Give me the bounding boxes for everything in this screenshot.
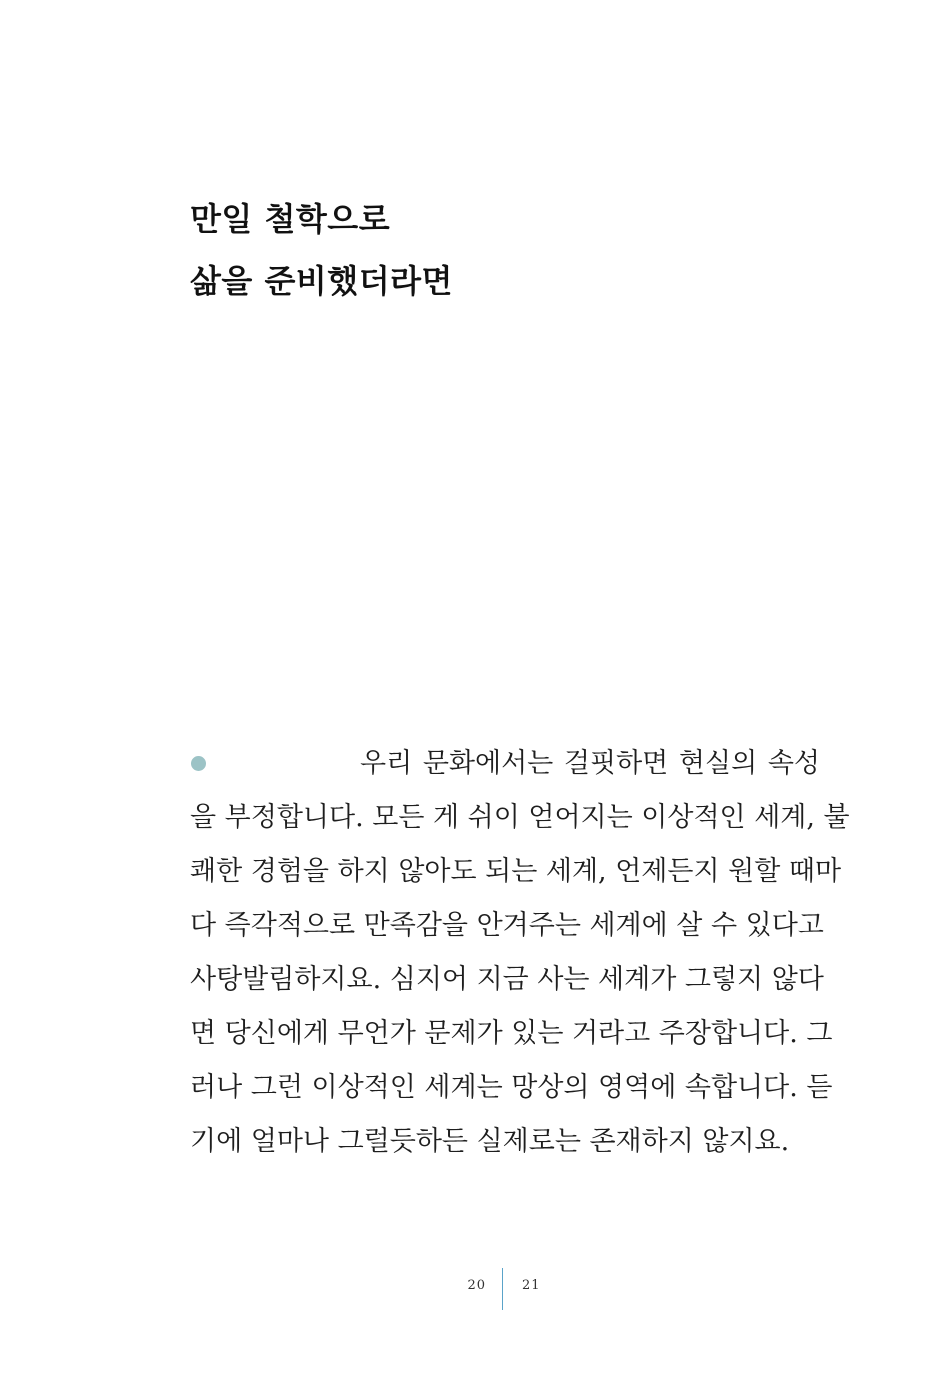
body-line-2: 을 부정합니다. 모든 게 쉬이 얻어지는 이상적인 세계, 불 — [190, 802, 850, 833]
right-page-number: 21 — [522, 1278, 541, 1293]
body-line-6: 면 당신에게 무언가 문제가 있는 거라고 주장합니다. 그 — [190, 1018, 833, 1049]
body-line-5: 사탕발림하지요. 심지어 지금 사는 세계가 그렇지 않다 — [190, 964, 824, 995]
left-page-number: 20 — [467, 1278, 486, 1293]
body-line-3: 쾌한 경험을 하지 않아도 되는 세계, 언제든지 원할 때마 — [190, 856, 842, 887]
body-line-4: 다 즉각적으로 만족감을 안겨주는 세계에 살 수 있다고 — [190, 910, 824, 941]
folio-divider — [502, 1268, 503, 1310]
chapter-title-line-2: 삶을 준비했더라면 — [190, 262, 453, 300]
chapter-title — [190, 188, 453, 312]
body-paragraph — [190, 737, 850, 1169]
chapter-title-line-1: 만일 철학으로 — [190, 200, 391, 238]
body-line-8: 기에 얼마나 그럴듯하든 실제로는 존재하지 않지요. — [190, 1126, 790, 1157]
page-folio — [0, 1268, 944, 1312]
body-line-1: 우리 문화에서는 걸핏하면 현실의 속성 — [360, 748, 820, 779]
body-line-7: 러나 그런 이상적인 세계는 망상의 영역에 속합니다. 듣 — [190, 1072, 833, 1103]
